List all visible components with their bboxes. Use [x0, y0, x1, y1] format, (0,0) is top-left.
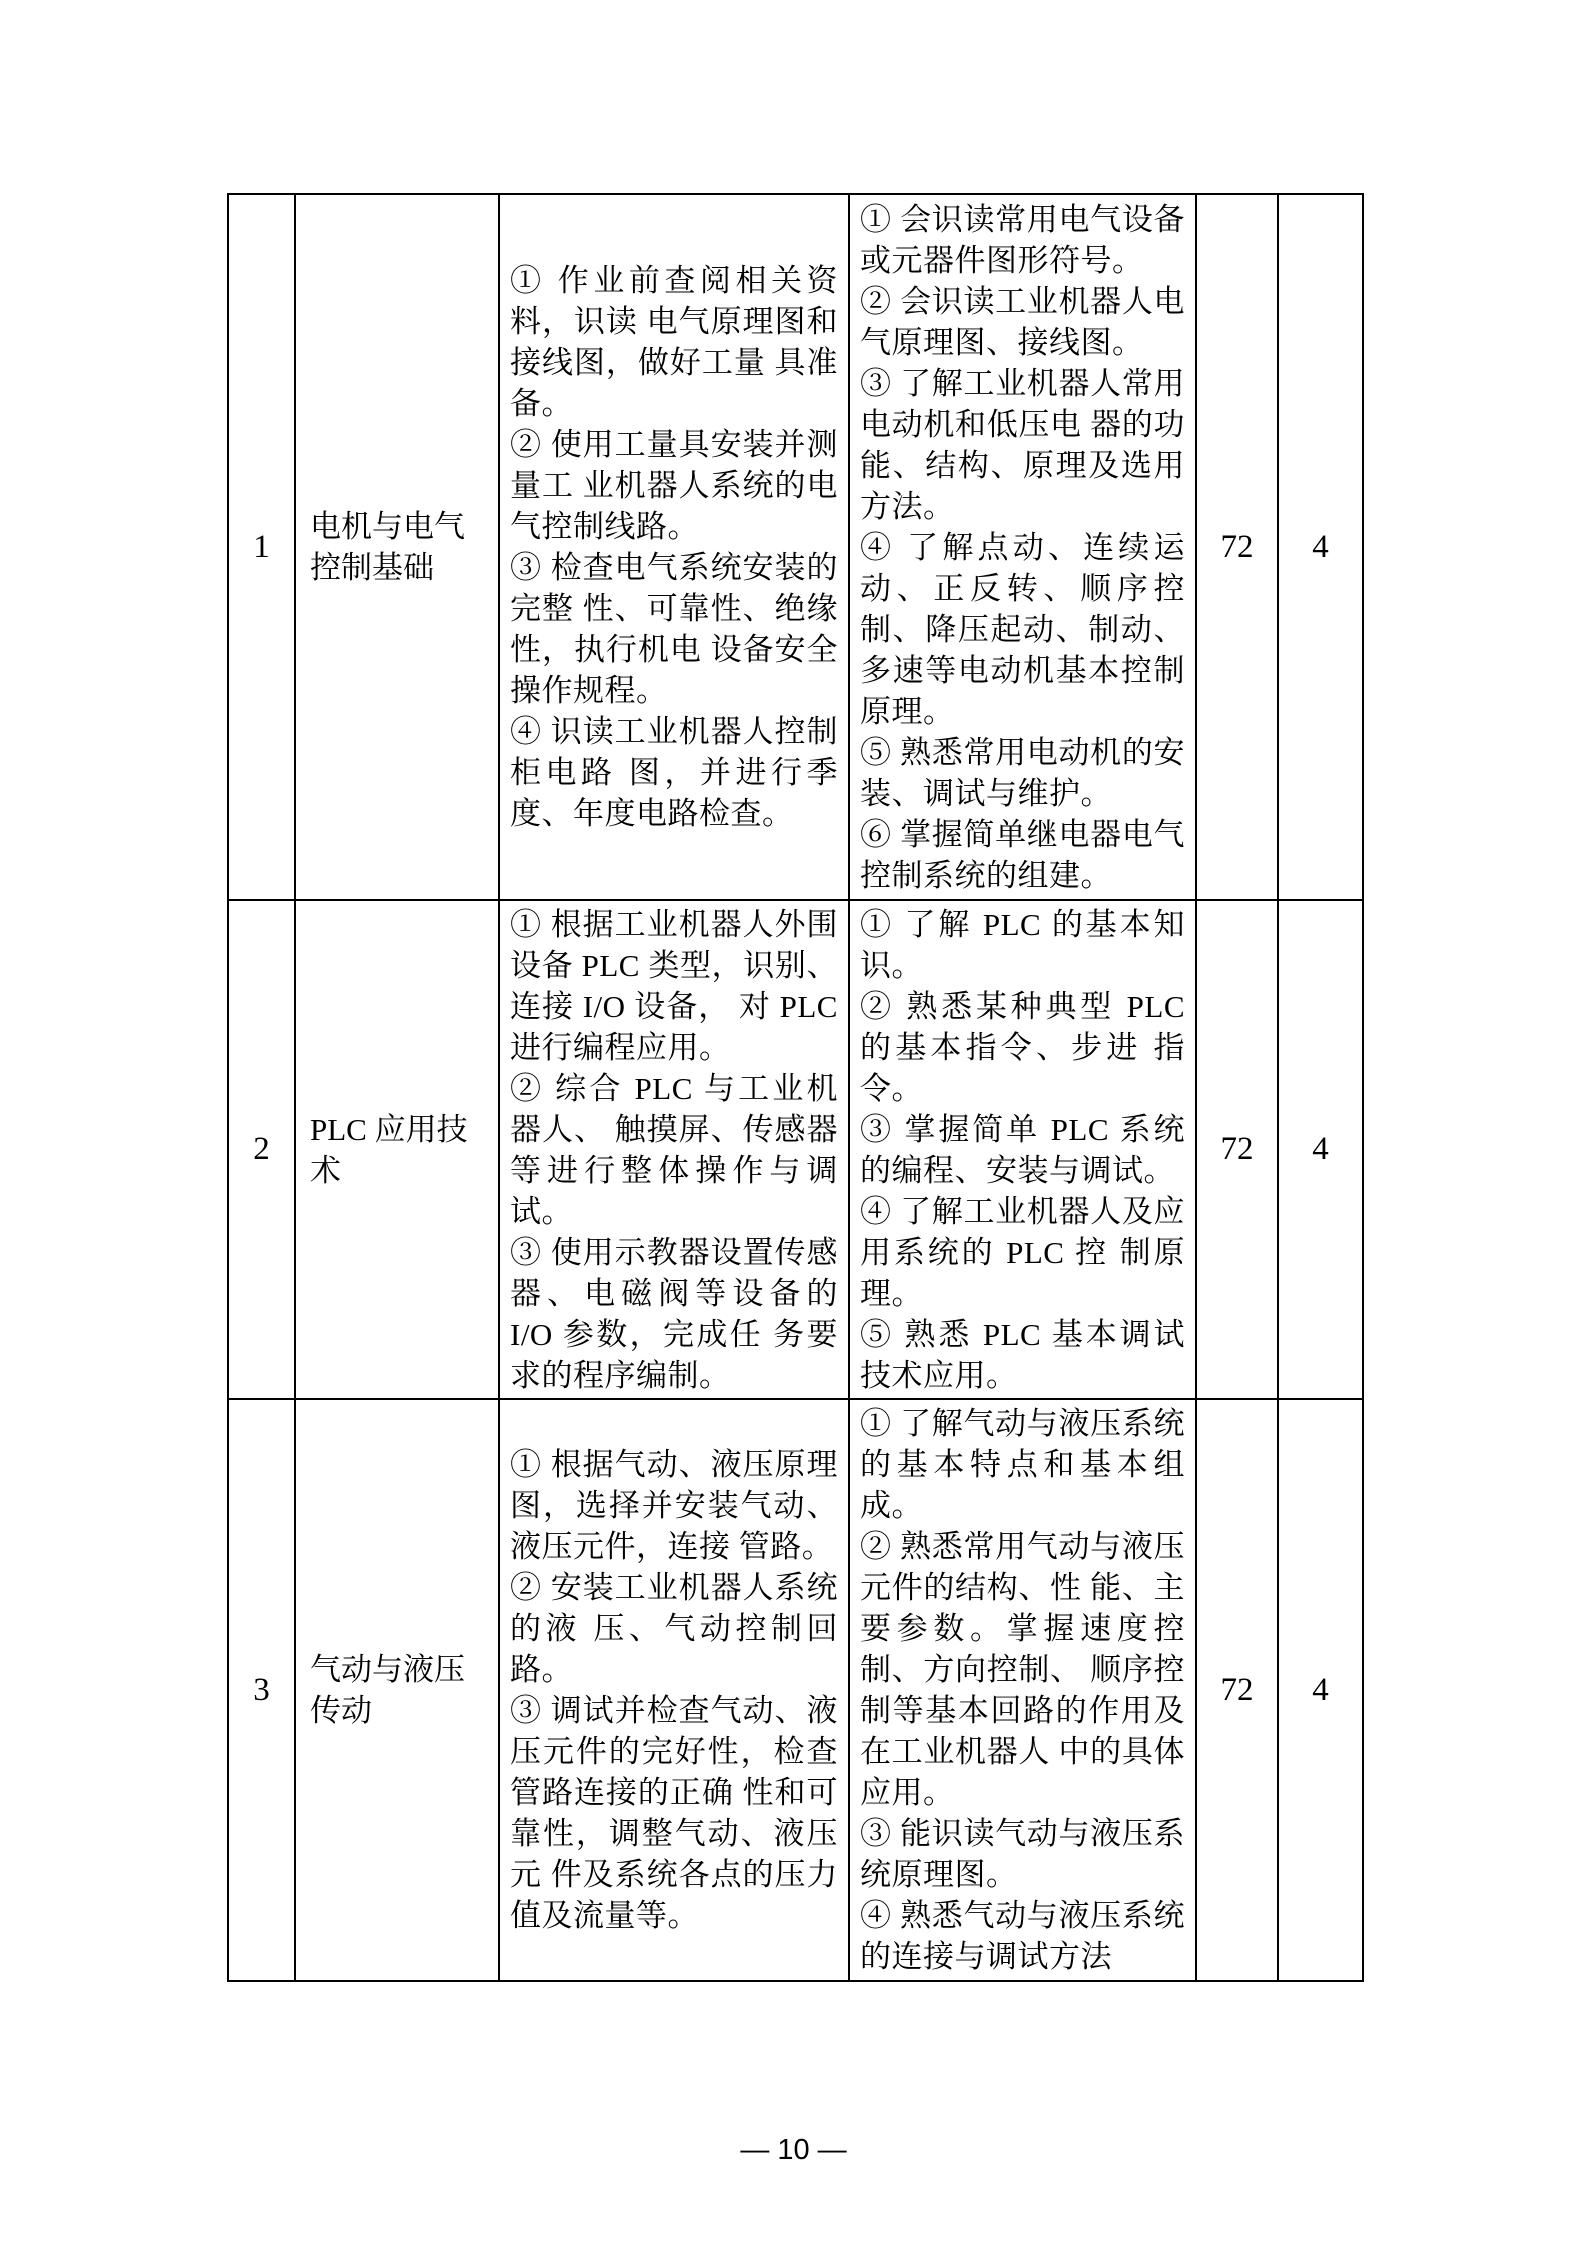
list-item: ⑤ 熟悉 PLC 基本调试技术应用。 — [860, 1316, 1185, 1393]
course-name: 电机与电气控制基础 — [295, 194, 499, 900]
course-hours: 72 — [1196, 900, 1278, 1399]
list-item: ③ 掌握简单 PLC 系统的编程、安装与调试。 — [860, 1111, 1185, 1188]
course-requirements — [849, 1399, 1196, 1981]
table-row — [228, 900, 1363, 1399]
list-item: ④ 了解点动、连续运动、正反转、顺序控制、降压起动、制动、多速等电动机基本控制原理。 — [860, 529, 1185, 729]
course-requirements — [849, 900, 1196, 1399]
list-item: ④ 了解工业机器人及应用系统的 PLC 控 制原理。 — [860, 1193, 1185, 1311]
course-hours: 72 — [1196, 194, 1278, 900]
course-requirements — [849, 194, 1196, 900]
list-item: ⑤ 熟悉常用电动机的安装、调试与维护。 — [860, 734, 1185, 811]
list-item: ① 会识读常用电气设备或元器件图形符号。 — [860, 201, 1185, 278]
list-item: ② 熟悉常用气动与液压元件的结构、性 能、主要参数。掌握速度控制、方向控制、 顺序控制等基本回路的作用及在工业机器人 中的具体应用。 — [860, 1529, 1185, 1810]
list-item: ① 根据气动、液压原理图，选择并安装气动、液压元件，连接 管路。 — [510, 1447, 838, 1564]
list-item: ② 综合 PLC 与工业机器人、 触摸屏、传感器等进行整体操作与调试。 — [510, 1070, 838, 1229]
page-number: — 10 — — [740, 2134, 847, 2166]
list-item: ① 根据工业机器人外围设备 PLC 类型，识别、连接 I/O 设备， 对 PLC 进行编程应用。 — [510, 906, 838, 1065]
course-table — [227, 193, 1364, 1982]
course-credits: 4 — [1278, 900, 1363, 1399]
list-item: ③ 使用示教器设置传感器、电磁阀等设备的 I/O 参数，完成任 务要求的程序编制。 — [510, 1234, 838, 1393]
course-credits: 4 — [1278, 1399, 1363, 1981]
course-name: PLC 应用技术 — [295, 900, 499, 1399]
course-tasks — [499, 194, 849, 900]
list-item: ③ 能识读气动与液压系统原理图。 — [860, 1816, 1185, 1892]
list-item: ② 安装工业机器人系统的液 压、气动控制回路。 — [510, 1570, 838, 1687]
course-credits: 4 — [1278, 194, 1363, 900]
row-index: 2 — [228, 900, 295, 1399]
list-item: ① 了解 PLC 的基本知识。 — [860, 906, 1185, 983]
list-item: ① 了解气动与液压系统的基本特点和基本组成。 — [860, 1406, 1185, 1523]
list-item: ③ 调试并检查气动、液压元件的完好性，检查管路连接的正确 性和可靠性，调整气动、液压元 件及系统各点的压力值及流量等。 — [510, 1693, 838, 1933]
list-item: ② 会识读工业机器人电气原理图、接线图。 — [860, 283, 1185, 360]
course-hours: 72 — [1196, 1399, 1278, 1981]
course-tasks — [499, 1399, 849, 1981]
row-index: 3 — [228, 1399, 295, 1981]
list-item: ④ 熟悉气动与液压系统的连接与调试方法 — [860, 1898, 1185, 1974]
table-row — [228, 1399, 1363, 1981]
list-item: ② 使用工量具安装并测量工 业机器人系统的电气控制线路。 — [510, 427, 838, 544]
list-item: ③ 检查电气系统安装的完整 性、可靠性、绝缘性，执行机电 设备安全操作规程。 — [510, 550, 838, 708]
row-index: 1 — [228, 194, 295, 900]
list-item: ① 作业前查阅相关资料，识读 电气原理图和接线图，做好工量 具准备。 — [510, 263, 838, 421]
list-item: ③ 了解工业机器人常用电动机和低压电 器的功能、结构、原理及选用方法。 — [860, 365, 1185, 524]
course-name: 气动与液压传动 — [295, 1399, 499, 1981]
list-item: ④ 识读工业机器人控制柜电路 图，并进行季度、年度电路检查。 — [510, 714, 838, 831]
list-item: ② 熟悉某种典型 PLC 的基本指令、步进 指令。 — [860, 988, 1185, 1106]
list-item: ⑥ 掌握简单继电器电气控制系统的组建。 — [860, 816, 1185, 893]
table-row — [228, 194, 1363, 900]
course-tasks — [499, 900, 849, 1399]
